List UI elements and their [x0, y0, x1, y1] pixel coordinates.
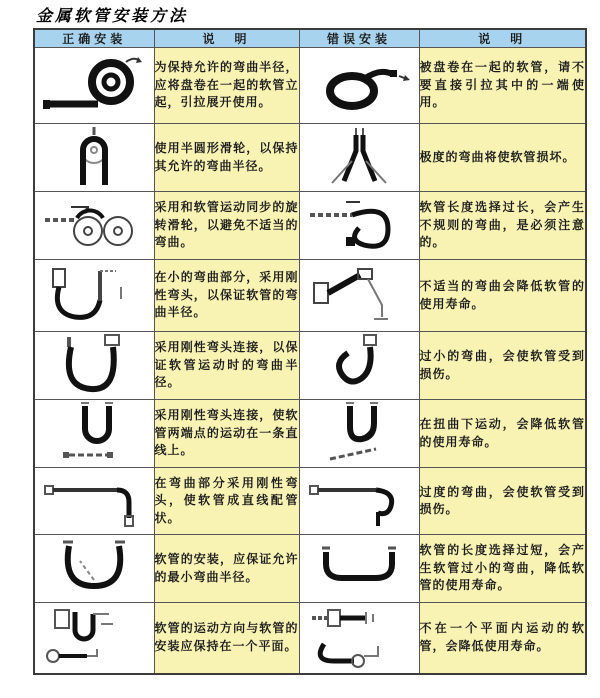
wrong-figure-cell	[299, 468, 419, 535]
wrong-description: 不适当的弯曲会降低软管的使用寿命。	[419, 260, 586, 332]
wrong-description: 软管的长度选择过短，会产生软管过小的弯曲，降低软管的使用寿命。	[419, 535, 586, 603]
straight-hose-rigid-elbow-illustration	[41, 468, 147, 530]
table-row	[34, 400, 586, 468]
table-row	[34, 48, 586, 124]
rigid-elbow-u-hang-illustration	[41, 333, 147, 395]
semicircular-pulley-illustration	[41, 125, 147, 187]
wrong-description: 不在一个平面内运动的软管，会降低使用寿命。	[419, 603, 586, 674]
too-small-bend-illustration	[306, 333, 412, 395]
table-row	[34, 332, 586, 400]
wrong-figure-cell	[299, 603, 419, 674]
header-wrong-description: 说 明	[419, 29, 586, 48]
correct-figure-cell	[34, 468, 154, 535]
correct-figure-cell	[34, 48, 154, 124]
overlong-loop-illustration	[306, 193, 412, 255]
wrong-description: 软管长度选择过长，会产生不规则的弯曲，是必须注意的。	[419, 192, 586, 260]
wrong-figure-cell	[299, 260, 419, 332]
correct-figure-cell	[34, 603, 154, 674]
correct-figure-cell	[34, 332, 154, 400]
header-wrong-install: 错误安装	[299, 29, 419, 48]
installation-table	[33, 28, 587, 675]
correct-description: 使用半圆形滑轮，以保持其允许的弯曲半径。	[154, 124, 299, 192]
table-row	[34, 535, 586, 603]
header-row	[34, 29, 586, 48]
correct-description: 软管的运动方向与软管的安装应保持在一个平面。	[154, 603, 299, 674]
u-hose-aligned-ends-illustration	[41, 401, 147, 463]
correct-figure-cell	[34, 124, 154, 192]
table-row	[34, 124, 586, 192]
correct-figure-cell	[34, 192, 154, 260]
table-row	[34, 468, 586, 535]
wrong-figure-cell	[299, 400, 419, 468]
table-row	[34, 192, 586, 260]
wrong-figure-cell	[299, 48, 419, 124]
overbent-hose-end-illustration	[306, 468, 412, 530]
rigid-elbow-small-bend-illustration	[41, 261, 147, 327]
minimum-bend-radius-illustration	[41, 536, 147, 598]
wrong-figure-cell	[299, 332, 419, 400]
wrong-description: 在扭曲下运动，会降低软管的使用寿命。	[419, 400, 586, 468]
improper-sharp-bend-illustration	[306, 261, 412, 327]
wrong-description: 极度的弯曲将使软管损坏。	[419, 124, 586, 192]
correct-figure-cell	[34, 400, 154, 468]
correct-description: 在弯曲部分采用刚性弯头，使软管成直线配管状。	[154, 468, 299, 535]
twisted-u-hose-illustration	[306, 401, 412, 463]
table-row	[34, 260, 586, 332]
single-plane-routing-illustration	[41, 604, 147, 668]
correct-description: 采用和软管运动同步的旋转滑轮，以避免不适当的弯曲。	[154, 192, 299, 260]
header-correct-description: 说 明	[154, 29, 299, 48]
standing-coil-hose-illustration	[41, 52, 147, 116]
wrong-figure-cell	[299, 535, 419, 603]
correct-description: 软管的安装，应保证允许的最小弯曲半径。	[154, 535, 299, 603]
extreme-bend-illustration	[306, 125, 412, 187]
correct-figure-cell	[34, 535, 154, 603]
wrong-description: 过度的弯曲，会使软管受到损伤。	[419, 468, 586, 535]
too-short-hose-illustration	[306, 536, 412, 598]
correct-description: 为保持允许的弯曲半径，应将盘卷在一起的软管立起，引拉展开使用。	[154, 48, 299, 124]
correct-description: 采用刚性弯头连接，以保证软管运动时的弯曲半径。	[154, 332, 299, 400]
correct-figure-cell	[34, 260, 154, 332]
correct-description: 在小的弯曲部分，采用刚性弯头，以保证软管的弯曲半径。	[154, 260, 299, 332]
wrong-description: 被盘卷在一起的软管，请不要直接引拉其中的一端使用。	[419, 48, 586, 124]
multi-plane-routing-illustration	[306, 604, 412, 668]
correct-description: 采用刚性弯头连接，使软管两端点的运动在一条直线上。	[154, 400, 299, 468]
rotating-pulleys-illustration	[41, 193, 147, 255]
table-row	[34, 603, 586, 674]
wrong-description: 过小的弯曲，会使软管受到损伤。	[419, 332, 586, 400]
wrong-figure-cell	[299, 124, 419, 192]
page-title: 金属软管安装方法	[36, 6, 189, 25]
header-correct-install: 正确安装	[34, 29, 154, 48]
lying-coil-pulled-end-illustration	[306, 53, 412, 115]
wrong-figure-cell	[299, 192, 419, 260]
